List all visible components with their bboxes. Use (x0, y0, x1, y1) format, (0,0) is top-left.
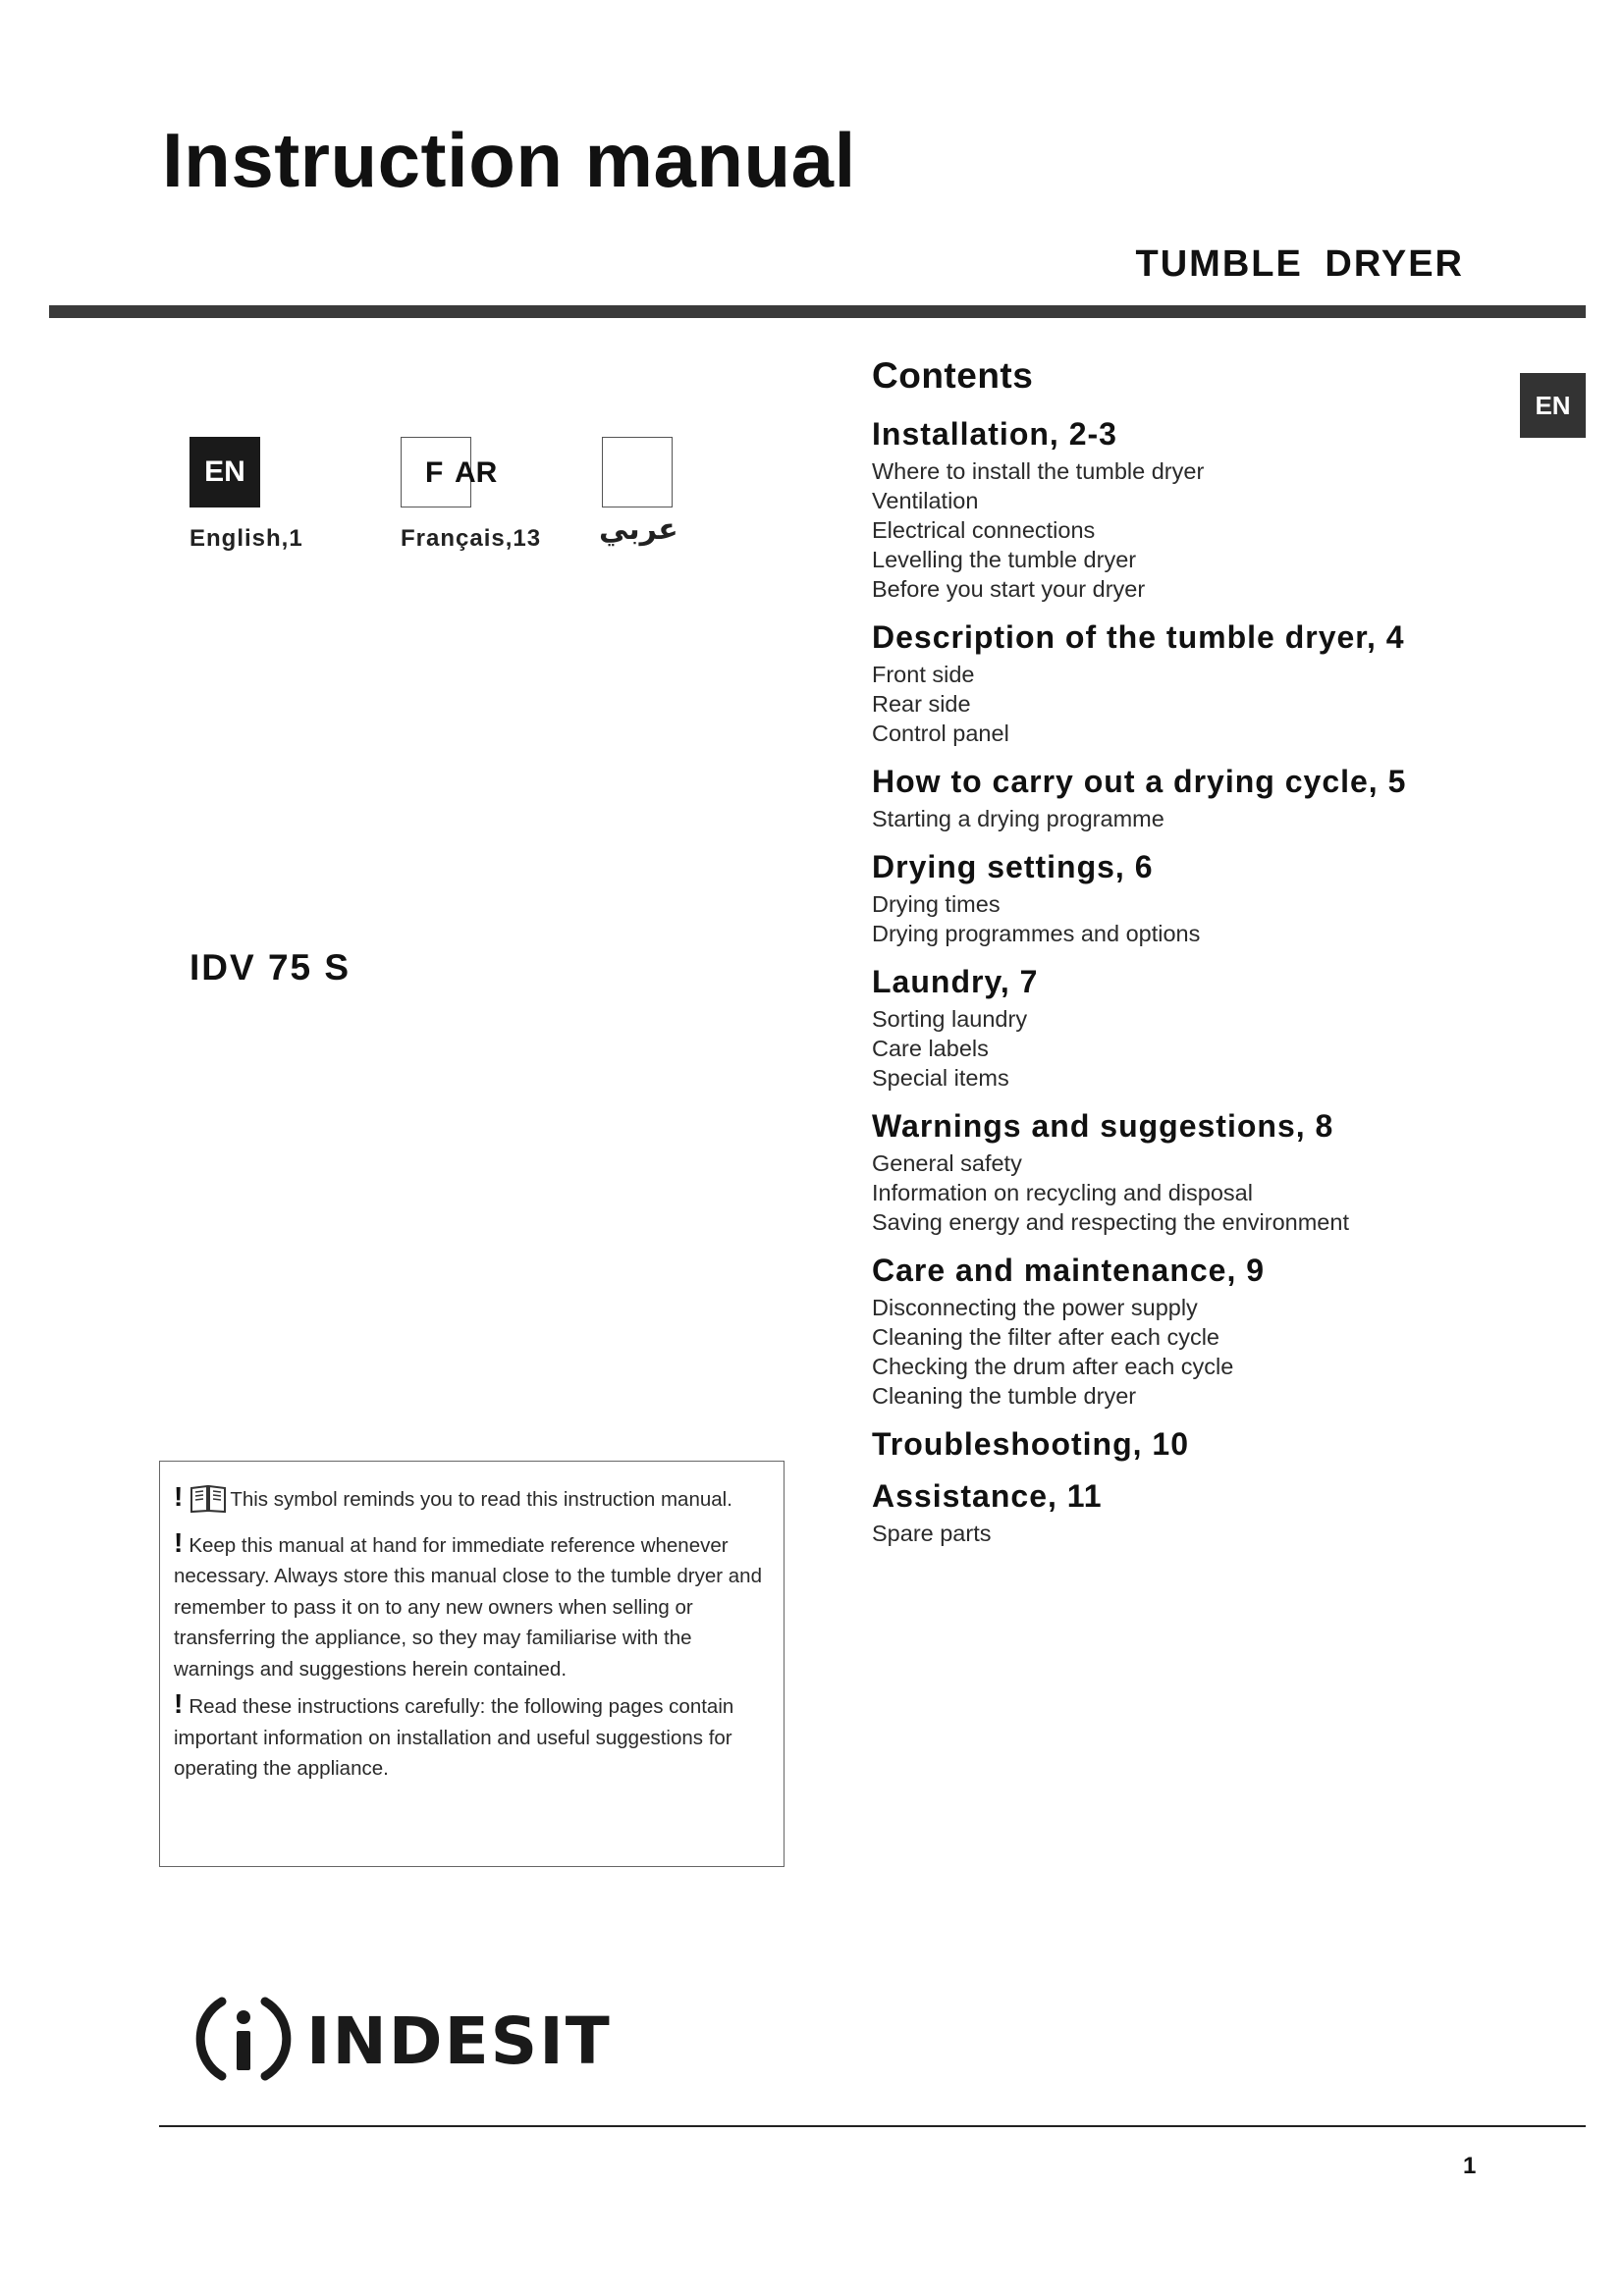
toc-heading[interactable]: Description of the tumble dryer, 4 (872, 619, 1405, 655)
toc-item[interactable]: Information on recycling and disposal (872, 1180, 1253, 1205)
toc-heading[interactable]: Troubleshooting, 10 (872, 1426, 1190, 1462)
toc-heading[interactable]: Installation, 2-3 (872, 416, 1117, 452)
header-divider (49, 305, 1586, 318)
contents-title: Contents (872, 355, 1034, 396)
toc-item[interactable]: Rear side (872, 691, 971, 717)
toc-item[interactable]: Electrical connections (872, 517, 1096, 543)
toc-item[interactable]: Cleaning the filter after each cycle (872, 1324, 1219, 1350)
toc-section-warnings (872, 1108, 1510, 1237)
language-box-fr[interactable] (401, 437, 498, 507)
toc-item[interactable]: Spare parts (872, 1521, 992, 1546)
toc-heading[interactable]: Laundry, 7 (872, 964, 1039, 999)
document-subtitle: TUMBLE DRYER (1135, 243, 1464, 285)
toc-item[interactable]: Disconnecting the power supply (872, 1295, 1198, 1320)
toc-section-assistance (872, 1478, 1510, 1548)
notice-box (159, 1461, 785, 1867)
toc-section-drying-settings (872, 849, 1510, 948)
language-label-fr: Français,13 (401, 525, 542, 552)
notice-text-1: This symbol reminds you to read this instruction manual. (230, 1488, 732, 1511)
toc-heading[interactable]: Drying settings, 6 (872, 849, 1154, 884)
brand-logo (192, 1988, 612, 2095)
toc-heading[interactable]: How to carry out a drying cycle, 5 (872, 764, 1407, 799)
toc-item[interactable]: Saving energy and respecting the environment (872, 1209, 1349, 1235)
toc-item[interactable]: Checking the drum after each cycle (872, 1354, 1234, 1379)
language-box-en-label: EN (204, 455, 245, 488)
toc-item[interactable]: General safety (872, 1150, 1022, 1176)
language-box-en[interactable] (189, 437, 260, 507)
toc-section-troubleshooting (872, 1426, 1510, 1463)
table-of-contents (872, 355, 1510, 1564)
toc-item[interactable]: Levelling the tumble dryer (872, 547, 1137, 572)
notice-paragraph-3 (174, 1688, 772, 1785)
language-label-ar: عربي (599, 513, 678, 546)
language-box-ar[interactable] (602, 437, 673, 507)
language-box-ar-overlap-label: AR (455, 456, 498, 489)
document-title: Instruction manual (162, 117, 856, 203)
toc-item[interactable]: Drying programmes and options (872, 921, 1201, 946)
toc-item[interactable]: Starting a drying programme (872, 806, 1164, 831)
book-icon (189, 1482, 228, 1523)
toc-section-description (872, 619, 1510, 748)
toc-item[interactable]: Special items (872, 1065, 1009, 1091)
toc-section-care (872, 1253, 1510, 1411)
toc-heading[interactable]: Assistance, 11 (872, 1478, 1103, 1514)
toc-item[interactable]: Sorting laundry (872, 1006, 1028, 1032)
toc-section-laundry (872, 964, 1510, 1093)
language-side-tab: EN (1520, 373, 1586, 438)
model-number: IDV 75 S (189, 947, 352, 988)
toc-item[interactable]: Ventilation (872, 488, 979, 513)
toc-item[interactable]: Where to install the tumble dryer (872, 458, 1205, 484)
exclamation-icon: ! (174, 1481, 184, 1512)
notice-text-3: Read these instructions carefully: the following pages contain important information on installation and useful suggestions for operating the appliance. (174, 1695, 734, 1780)
language-box-fr-label: F (425, 456, 444, 489)
notice-text-2: Keep this manual at hand for immediate reference whenever necessary. Always store this manual close to the tumble dryer and remember to pass it on to any new owners when selling or transferring the appliance, so they may familiarise with the warnings and suggestions herein contained. (174, 1533, 762, 1681)
page-number: 1 (1463, 2153, 1477, 2179)
toc-item[interactable]: Cleaning the tumble dryer (872, 1383, 1137, 1409)
notice-paragraph-2 (174, 1527, 772, 1685)
toc-heading[interactable]: Warnings and suggestions, 8 (872, 1108, 1334, 1144)
notice-paragraph-1 (174, 1481, 772, 1523)
toc-section-installation (872, 416, 1510, 604)
toc-item[interactable]: Drying times (872, 891, 1001, 917)
toc-item[interactable]: Before you start your dryer (872, 576, 1146, 602)
indesit-logo-icon (192, 1988, 295, 2095)
exclamation-icon: ! (174, 1526, 184, 1558)
toc-item[interactable]: Control panel (872, 721, 1009, 746)
footer-divider (159, 2125, 1586, 2127)
toc-section-drying-cycle (872, 764, 1510, 833)
toc-heading[interactable]: Care and maintenance, 9 (872, 1253, 1266, 1288)
exclamation-icon: ! (174, 1688, 184, 1719)
language-label-en: English,1 (189, 525, 303, 552)
toc-item[interactable]: Front side (872, 662, 975, 687)
toc-item[interactable]: Care labels (872, 1036, 989, 1061)
brand-name: INDESIT (306, 2003, 612, 2079)
